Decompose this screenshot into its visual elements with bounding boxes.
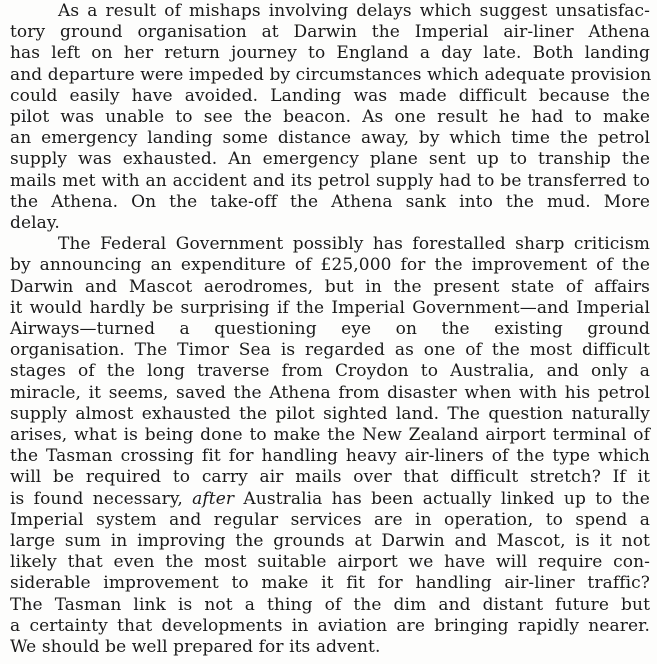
article-line: siderable improvement to make it fit for handling air-liner traffic? <box>10 573 650 594</box>
article-line: arises, what is being done to make the New Zealand airport terminal of <box>10 425 650 445</box>
article-line: supply almost exhausted the pilot sighted land. The question naturally <box>10 403 650 424</box>
article-line: As a result of mishaps involving delays which suggest unsatisfac- <box>58 1 650 21</box>
article-line: stages of the long traverse from Croydon to Australia, and only a <box>10 361 650 382</box>
article-line: it would hardly be surprising if the Imperial Government—and Imperial <box>10 297 650 318</box>
article-line: miracle, it seems, saved the Athena from disaster when with his petrol <box>10 382 650 403</box>
article-line: has left on her return journey to England a day late. Both landing <box>10 43 650 64</box>
article-line: Darwin and Mascot aerodromes, but in the present state of affairs <box>10 276 650 297</box>
article-line: supply was exhausted. An emergency plane sent up to tranship the <box>10 149 650 170</box>
article-line: The Tasman link is not a thing of the dim and distant future but <box>10 594 650 615</box>
article-line: could easily have avoided. Landing was made difficult because the <box>10 85 650 106</box>
article-line: pilot was unable to see the beacon. As one result he had to make <box>10 107 650 127</box>
article-line: Imperial system and regular services are in operation, to spend a <box>10 509 650 530</box>
italic-emphasis: after <box>192 488 235 509</box>
article-line: delay. <box>10 213 60 233</box>
article-line: a certainty that developments in aviation are bringing rapidly nearer. <box>10 615 650 636</box>
article-line: organisation. The Timor Sea is regarded as one of the most difficult <box>10 340 650 361</box>
article-line: and departure were impeded by circumstances which adequate provision <box>10 64 652 85</box>
article-line: the Tasman crossing fit for handling heavy air-liners of the type which <box>10 446 650 467</box>
article-line: We should be well prepared for its advent. <box>10 637 381 657</box>
article-line: Airways—turned a questioning eye on the existing ground <box>10 319 650 339</box>
article-line: mails met with an accident and its petrol supply had to be transferred to <box>10 170 650 191</box>
article-line: an emergency landing some distance away, by which time the petrol <box>10 128 650 149</box>
article-line-end: Australia has been actually linked up to the <box>243 488 650 509</box>
article-line: The Federal Government possibly has forestalled sharp criticism <box>58 234 650 255</box>
article-line: will be required to carry air mails over that difficult stretch? If it <box>10 467 650 488</box>
article-line: likely that even the most suitable airport we have will require con- <box>10 552 650 573</box>
article-line: the Athena. On the take-off the Athena sank into the mud. More <box>10 191 650 212</box>
article-line <box>10 489 650 510</box>
article-line: tory ground organisation at Darwin the Imperial air-liner Athena <box>10 22 650 43</box>
article-line: large sum in improving the grounds at Darwin and Mascot, is it not <box>10 531 650 551</box>
article-line: by announcing an expenditure of £25,000 for the improvement of the <box>10 255 650 276</box>
article-line-start: is found necessary, <box>10 488 183 509</box>
